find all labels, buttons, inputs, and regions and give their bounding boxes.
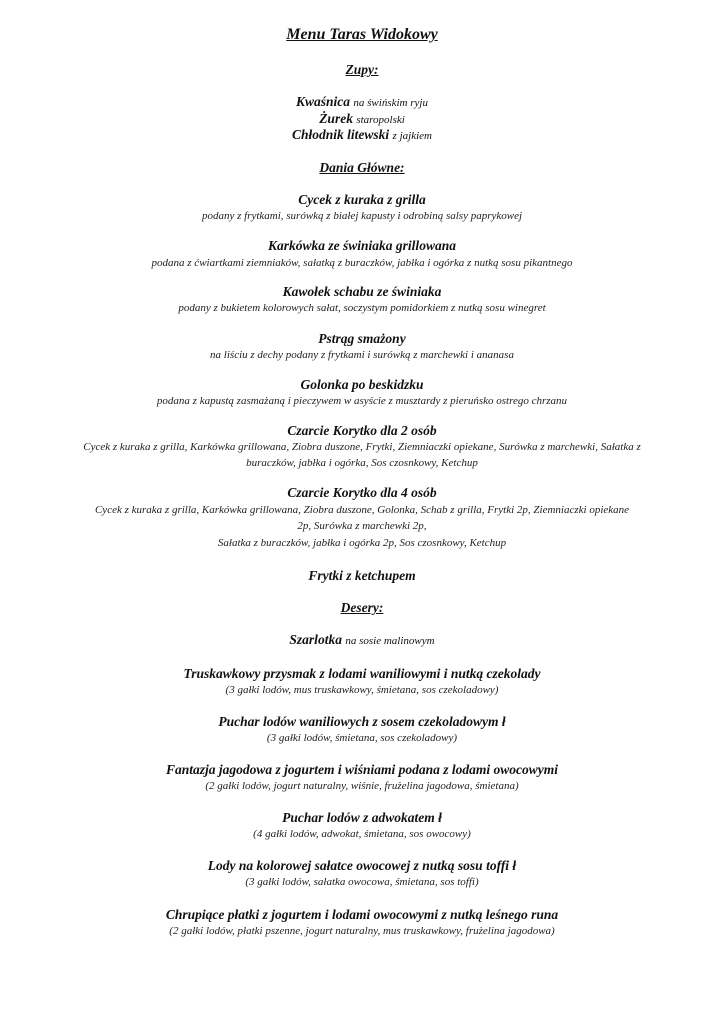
dish-name: Czarcie Korytko dla 4 osób: [287, 485, 437, 500]
dish-description: (4 gałki lodów, adwokat, śmietana, sos owocowy): [253, 828, 471, 840]
dish-description: na sosie malinowym: [345, 635, 435, 647]
section-heading-soups: Zupy:: [345, 62, 379, 77]
dish-name: Czarcie Korytko dla 2 osób: [287, 423, 437, 438]
menu-item-dessert: [20, 632, 704, 648]
menu-item-soup: [20, 111, 704, 127]
dish-description: (3 gałki lodów, sałatka owocowa, śmietana, sos toffi): [245, 876, 479, 888]
dish-description: podana z ćwiartkami ziemniaków, sałatką z buraczków, jabłka i ogórka z nutką sosu pikantnego: [151, 257, 573, 269]
dish-description: (3 gałki lodów, śmietana, sos czekoladowy): [266, 732, 458, 744]
dish-name: Pstrąg smażony: [318, 331, 406, 346]
dish-name: Chłodnik litewski: [292, 127, 390, 142]
dish-description: podany z bukietem kolorowych sałat, soczystym pomidorkiem z nutką sosu winegret: [178, 302, 546, 314]
dish-description: (3 gałki lodów, mus truskawkowy, śmietana, sos czekoladowy): [225, 684, 499, 696]
section-heading-mains: Dania Główne:: [319, 160, 405, 175]
dish-name: Żurek: [319, 111, 353, 126]
dish-name: Fantazja jagodowa z jogurtem i wiśniami podana z lodami owocowymi: [166, 762, 558, 777]
dish-name: Puchar lodów z adwokatem ł: [282, 810, 442, 825]
dish-name: Golonka po beskidzku: [300, 377, 424, 392]
menu-item-soup: [20, 94, 704, 110]
dish-description-line: Cycek z kuraka z grilla, Karkówka grillowana, Ziobra duszone, Frytki, Ziemniaczki opiekane, Surówka z marchewki, Sałatka z: [83, 441, 641, 453]
menu-item-soup: [20, 127, 704, 143]
dish-description-line: buraczków, jabłka i ogórka, Sos czosnkowy, Ketchup: [246, 457, 478, 469]
menu-title: Menu Taras Widokowy: [286, 26, 438, 43]
dish-name: Puchar lodów waniliowych z sosem czekoladowym ł: [218, 714, 506, 729]
dish-name: Frytki z ketchupem: [308, 568, 416, 583]
dish-description-line: 2p, Surówka z marchewki 2p,: [297, 520, 427, 532]
dish-description: (2 gałki lodów, płatki pszenne, jogurt naturalny, mus truskawkowy, frużelina jagodowa): [169, 925, 555, 937]
section-heading-desserts: Desery:: [340, 600, 384, 615]
dish-description: na liściu z dechy podany z frytkami i surówką z marchewki i ananasa: [210, 349, 514, 361]
dish-description: z jajkiem: [392, 130, 432, 142]
dish-name: Cycek z kuraka z grilla: [298, 192, 426, 207]
dish-name: Kawołek schabu ze świniaka: [282, 284, 442, 299]
dish-description: staropolski: [356, 114, 405, 126]
dish-description: podany z frytkami, surówką z białej kapusty i odrobiną salsy paprykowej: [201, 210, 523, 222]
dish-description-line: Cycek z kuraka z grilla, Karkówka grillowana, Ziobra duszone, Golonka, Schab z grilla, Frytki 2p, Ziemniaczki opiekane: [94, 504, 630, 516]
dish-name: Karkówka ze świniaka grillowana: [268, 238, 456, 253]
dish-description: (2 gałki lodów, jogurt naturalny, wiśnie, frużelina jagodowa, śmietana): [205, 780, 519, 792]
dish-name: Szarlotka: [289, 632, 342, 647]
dish-description-line: Sałatka z buraczków, jabłka i ogórka 2p, Sos czosnkowy, Ketchup: [217, 537, 507, 549]
dish-name: Lody na kolorowej sałatce owocowej z nutką sosu toffi ł: [207, 858, 517, 873]
dish-description: na świńskim ryju: [353, 97, 428, 109]
dish-description: podana z kapustą zasmażaną i pieczywem w asyście z musztardy z pieruńsko ostrego chrzanu: [156, 395, 568, 407]
dish-name: Kwaśnica: [296, 94, 351, 109]
dish-name: Chrupiące płatki z jogurtem i lodami owocowymi z nutką leśnego runa: [165, 907, 559, 922]
dish-name: Truskawkowy przysmak z lodami waniliowymi i nutką czekolady: [183, 666, 541, 681]
